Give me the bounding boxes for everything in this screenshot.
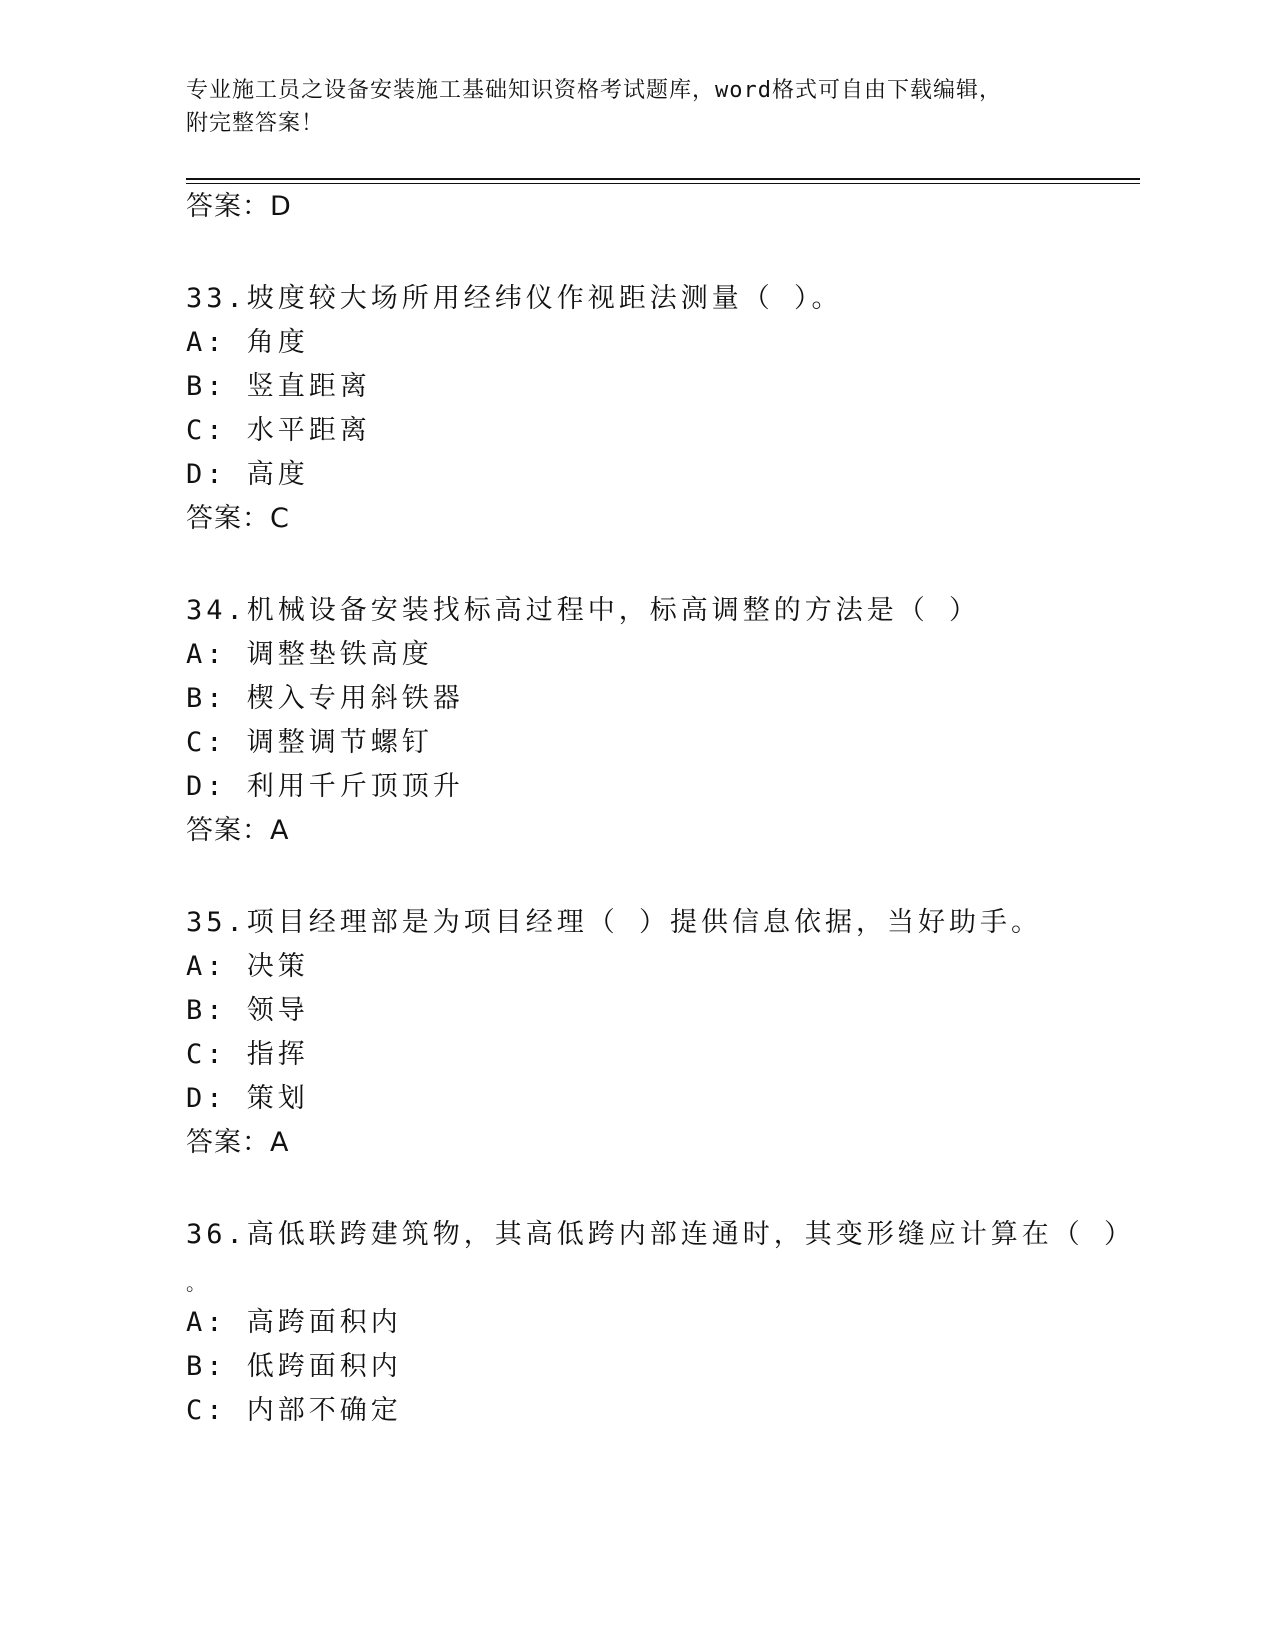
- option-34-c: C: 调整调节螺钉: [186, 727, 433, 758]
- question-33: 33.坡度较大场所用经纬仪作视距法测量（ ）。: [186, 283, 843, 314]
- option-35-c: C: 指挥: [186, 1039, 309, 1070]
- answer-35: 答案：A: [186, 1127, 290, 1158]
- option-33-a: A: 角度: [186, 327, 309, 358]
- option-35-a: A: 决策: [186, 951, 309, 982]
- option-33-b: B: 竖直距离: [186, 371, 371, 402]
- question-36-continuation: 。: [186, 1271, 210, 1295]
- document-header: [186, 74, 1086, 140]
- option-33-d: D: 高度: [186, 459, 309, 490]
- header-line-2: 附完整答案！: [186, 111, 325, 136]
- answer-33: 答案：C: [186, 503, 290, 534]
- option-34-b: B: 楔入专用斜铁器: [186, 683, 464, 714]
- option-35-b: B: 领导: [186, 995, 309, 1026]
- header-line-1: 专业施工员之设备安装施工基础知识资格考试题库，word格式可自由下载编辑，: [186, 78, 1002, 103]
- option-34-a: A: 调整垫铁高度: [186, 639, 433, 670]
- option-36-c: C: 内部不确定: [186, 1395, 402, 1426]
- option-34-d: D: 利用千斤顶顶升: [186, 771, 464, 802]
- question-36: 36.高低联跨建筑物，其高低跨内部连通时，其变形缝应计算在（ ）: [186, 1219, 1136, 1250]
- answer-34: 答案：A: [186, 815, 290, 846]
- question-35: 35.项目经理部是为项目经理（ ）提供信息依据，当好助手。: [186, 907, 1043, 938]
- question-34: 34.机械设备安装找标高过程中，标高调整的方法是（ ）: [186, 595, 981, 626]
- option-36-a: A: 高跨面积内: [186, 1307, 402, 1338]
- answer-32: 答案：D: [186, 191, 292, 222]
- option-36-b: B: 低跨面积内: [186, 1351, 402, 1382]
- option-33-c: C: 水平距离: [186, 415, 371, 446]
- option-35-d: D: 策划: [186, 1083, 309, 1114]
- header-divider: [186, 178, 1140, 184]
